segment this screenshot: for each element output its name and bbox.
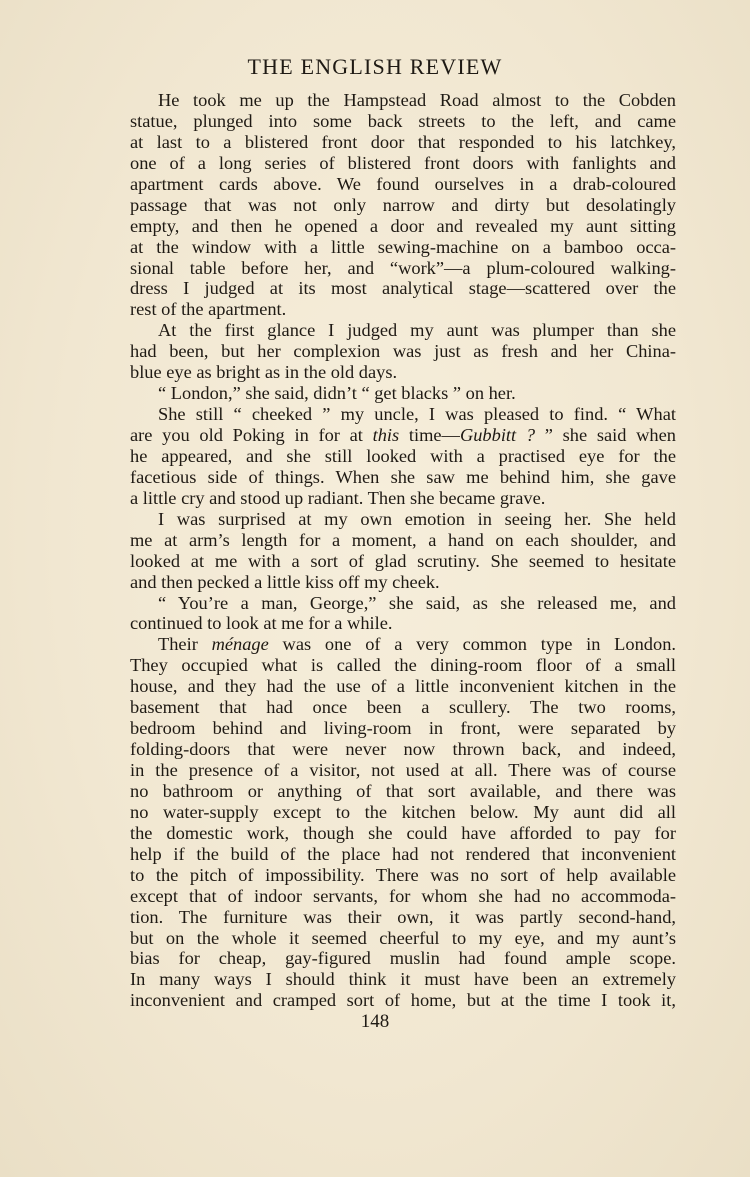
text-line (130, 488, 676, 509)
text-run: folding-doors that were never now thrown back, and indeed, (130, 739, 676, 760)
text-line (130, 969, 676, 990)
text-line (130, 258, 676, 279)
text-line (130, 593, 676, 614)
text-run: except that of indoor servants, for whom she had no accommoda- (130, 885, 676, 906)
text-run: one of a long series of blistered front doors with fanlights and (130, 152, 676, 173)
text-run: and then pecked a little kiss off my cheek. (130, 571, 440, 592)
text-line (130, 362, 676, 383)
text-line (130, 153, 676, 174)
text-run: He took me up the Hampstead Road almost to the Cobden (158, 90, 676, 110)
italic-text: Gubbitt ? (459, 425, 536, 445)
text-run: “ London,” she said, didn’t “ get blacks ” on her. (158, 383, 516, 404)
text-line (130, 195, 676, 216)
text-run: the domestic work, though she could have afforded to pay for (130, 822, 676, 843)
text-line (130, 299, 676, 320)
text-line (130, 823, 676, 844)
text-run: I was surprised at my own emotion in seeing her. She held (158, 508, 676, 529)
text-run: house, and they had the use of a little inconvenient kitchen in the (130, 676, 676, 697)
italic-text: ménage (211, 634, 269, 655)
text-run: bias for cheap, gay-figured muslin had found ample scope. (130, 948, 676, 969)
text-run: but on the whole it seemed cheerful to my eye, and my aunt’s (130, 927, 676, 948)
text-run: bedroom behind and living-room in front, were separated by (130, 718, 676, 739)
text-line (130, 802, 676, 823)
text-line (130, 781, 676, 802)
text-run: In many ways I should think it must have been an extremely (130, 969, 676, 990)
text-line (130, 320, 676, 341)
text-line (130, 865, 676, 886)
text-line (130, 760, 676, 781)
text-run: inconvenient and cramped sort of home, but at the time I took it, (130, 990, 676, 1011)
running-head: THE ENGLISH REVIEW (247, 54, 503, 79)
text-run: he appeared, and she still looked with a practised eye for the (130, 445, 676, 466)
text-line (130, 886, 676, 907)
text-line (130, 739, 676, 760)
text-line (130, 404, 676, 425)
text-line (130, 216, 676, 237)
text-line (130, 174, 676, 195)
text-line (130, 928, 676, 949)
text-line (130, 111, 676, 132)
text-run: continued to look at me for a while. (130, 613, 393, 634)
text-line (130, 341, 676, 362)
text-run: no water-supply except to the kitchen below. My aunt did all (130, 801, 676, 822)
text-run: looked at me with a sort of glad scrutiny. She seemed to hesitate (130, 550, 676, 571)
text-line (130, 634, 676, 655)
text-line (130, 446, 676, 467)
text-run: passage that was not only narrow and dirty but desolatingly (130, 194, 676, 215)
text-line (130, 467, 676, 488)
text-run: apartment cards above. We found ourselves in a drab-coloured (130, 173, 676, 194)
text-run: in the presence of a visitor, not used at all. There was of course (130, 760, 676, 780)
text-line (130, 697, 676, 718)
text-run: They occupied what is called the dining-room floor of a small (130, 655, 676, 676)
text-run: ” she said when (535, 425, 676, 445)
text-line (130, 572, 676, 593)
text-run: Their (158, 634, 212, 655)
text-line (130, 676, 676, 697)
text-run: statue, plunged into some back streets to the left, and came (130, 110, 676, 131)
text-run: sional table before her, and “work”—a plum-coloured walking- (130, 257, 676, 278)
text-line (130, 90, 676, 111)
text-line (130, 530, 676, 551)
text-run: are you old Poking in for at (130, 425, 373, 445)
text-run: At the first glance I judged my aunt was plumper than she (158, 320, 676, 341)
text-line (130, 907, 676, 928)
text-line (130, 655, 676, 676)
body-text (130, 90, 676, 1011)
text-run: at last to a blistered front door that responded to his latchkey, (130, 131, 676, 152)
text-line (130, 132, 676, 153)
text-run: help if the build of the place had not rendered that inconvenient (130, 843, 676, 864)
text-line (130, 509, 676, 530)
text-line (130, 844, 676, 865)
text-run: facetious side of things. When she saw me behind him, she gave (130, 466, 676, 487)
text-run: rest of the apartment. (130, 299, 287, 320)
text-run: to the pitch of impossibility. There was no sort of help available (130, 864, 676, 885)
text-run: me at arm’s length for a moment, a hand on each shoulder, and (130, 529, 676, 550)
text-line (130, 990, 676, 1011)
text-line (130, 613, 676, 634)
text-run: blue eye as bright as in the old days. (130, 362, 398, 383)
text-line (130, 425, 676, 446)
text-line (130, 278, 676, 299)
text-run: She still “ cheeked ” my uncle, I was pleased to find. “ What (158, 404, 676, 425)
text-run: was one of a very common type in London. (268, 634, 676, 655)
text-line (130, 718, 676, 739)
text-line (130, 948, 676, 969)
text-run: empty, and then he opened a door and revealed my aunt sitting (130, 215, 676, 236)
text-run: time— (399, 425, 460, 445)
text-line (130, 237, 676, 258)
text-run: tion. The furniture was their own, it was partly second-hand, (130, 906, 676, 927)
text-run: “ You’re a man, George,” she said, as she released me, and (158, 592, 676, 613)
page-number: 148 (360, 1011, 390, 1032)
text-run: had been, but her complexion was just as fresh and her China- (130, 341, 676, 362)
italic-text: this (372, 425, 400, 445)
text-run: a little cry and stood up radiant. Then she became grave. (130, 487, 546, 508)
text-run: basement that had once been a scullery. The two rooms, (130, 697, 676, 718)
text-line (130, 383, 676, 404)
text-run: dress I judged at its most analytical stage—scattered over the (130, 278, 676, 299)
text-run: at the window with a little sewing-machine on a bamboo occa- (130, 236, 676, 257)
text-line (130, 551, 676, 572)
text-run: no bathroom or anything of that sort available, and there was (130, 780, 676, 801)
